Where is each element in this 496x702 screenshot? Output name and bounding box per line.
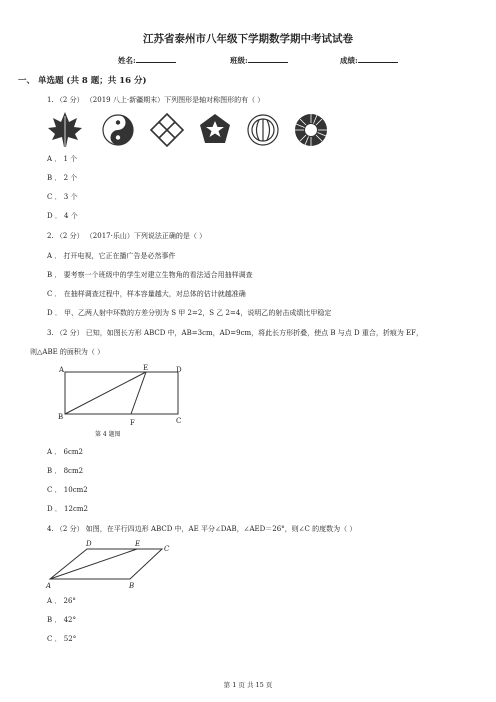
sunburst-icon — [295, 114, 327, 146]
label-d: D — [176, 366, 182, 374]
figure-caption: 第 4 题图 — [95, 431, 121, 438]
class-blank — [248, 55, 288, 63]
question-4-figure — [42, 537, 182, 592]
page-title: 江苏省泰州市八年级下学期数学期中考试试卷 — [143, 33, 353, 45]
question-3-stem-line2: 则△ABE 的面积为（ ） — [30, 348, 105, 356]
label-a: A — [46, 582, 52, 590]
name-label: 姓名: — [118, 56, 136, 65]
question-3-stem-line1: 3. （2 分） 已知，如图长方形 ABCD 中，AB=3cm，AD=9cm，将此长方形折叠，使点 B 与点 D 重合，折痕为 EF， — [47, 329, 424, 337]
q1-option-d: D ． 4 个 — [47, 212, 78, 220]
rectangle-abcd — [65, 372, 178, 414]
label-c: C — [164, 545, 170, 553]
q3-option-c: C ． 10cm2 — [47, 486, 88, 494]
class-label: 班级: — [230, 56, 248, 65]
q2-option-d: D ． 甲、乙两人射中环数的方差分别为 S 甲 2=2，S 乙 2=4，说明乙的射击成绩比甲稳定 — [47, 309, 332, 317]
score-field — [340, 55, 398, 66]
name-blank — [136, 55, 176, 63]
label-e: E — [135, 540, 141, 548]
yin-yang-icon — [103, 115, 133, 145]
question-1-stem: 1. （2 分） （2019 八上·新疆期末）下列图形是轴对称图形的有（ ） — [47, 96, 265, 104]
maple-leaf-icon — [48, 112, 82, 147]
section-heading: 一、 单选题 (共 8 题；共 16 分) — [18, 76, 147, 86]
q2-option-b: B ． 要考察一个班级中的学生对建立生物角的看法适合用抽样调查 — [47, 271, 253, 279]
q3-option-d: D ． 12cm2 — [47, 505, 88, 513]
page-footer: 第 1 页 共 15 页 — [223, 681, 273, 689]
question-3-figure — [55, 362, 195, 442]
chinese-knot-icon — [151, 114, 183, 146]
name-field — [118, 55, 176, 66]
label-b: B — [58, 413, 64, 421]
question-4-stem: 4. （2 分） 如图，在平行四边形 ABCD 中，AE 平分∠DAB，∠AED＝26°，则∠C 的度数为（ ） — [47, 525, 357, 533]
q1-option-b: B ． 2 个 — [47, 174, 78, 182]
parallelogram-abcd — [50, 549, 162, 579]
q2-option-c: C ． 在抽样调查过程中，样本容量越大，对总体的估计就越准确 — [47, 290, 246, 298]
class-field — [230, 55, 288, 66]
question-1-figures — [45, 110, 335, 150]
score-label: 成绩: — [340, 56, 358, 65]
label-a: A — [59, 366, 65, 374]
q1-option-a: A ． 1 个 — [47, 155, 78, 163]
segment-be — [65, 372, 146, 414]
segment-ae — [50, 549, 137, 579]
label-f: F — [130, 419, 135, 427]
concentric-emblem-icon — [248, 115, 278, 145]
q3-option-b: B ． 8cm2 — [47, 467, 84, 475]
q1-option-c: C ． 3 个 — [47, 193, 78, 201]
q4-option-b: B ． 42° — [47, 616, 77, 624]
label-b: B — [129, 582, 135, 590]
q4-option-a: A ． 26° — [47, 597, 76, 605]
q4-option-c: C ． 52° — [47, 635, 77, 643]
q3-option-a: A ． 6cm2 — [47, 448, 83, 456]
score-blank — [358, 55, 398, 63]
pentagon-star-icon — [200, 114, 230, 143]
q2-option-a: A ． 打开电视，它正在播广告是必然事件 — [47, 252, 176, 260]
label-c: C — [176, 417, 182, 425]
label-e: E — [143, 364, 149, 372]
label-d: D — [86, 540, 92, 548]
question-2-stem: 2. （2 分） （2017·乐山）下列说法正确的是（ ） — [47, 232, 207, 240]
